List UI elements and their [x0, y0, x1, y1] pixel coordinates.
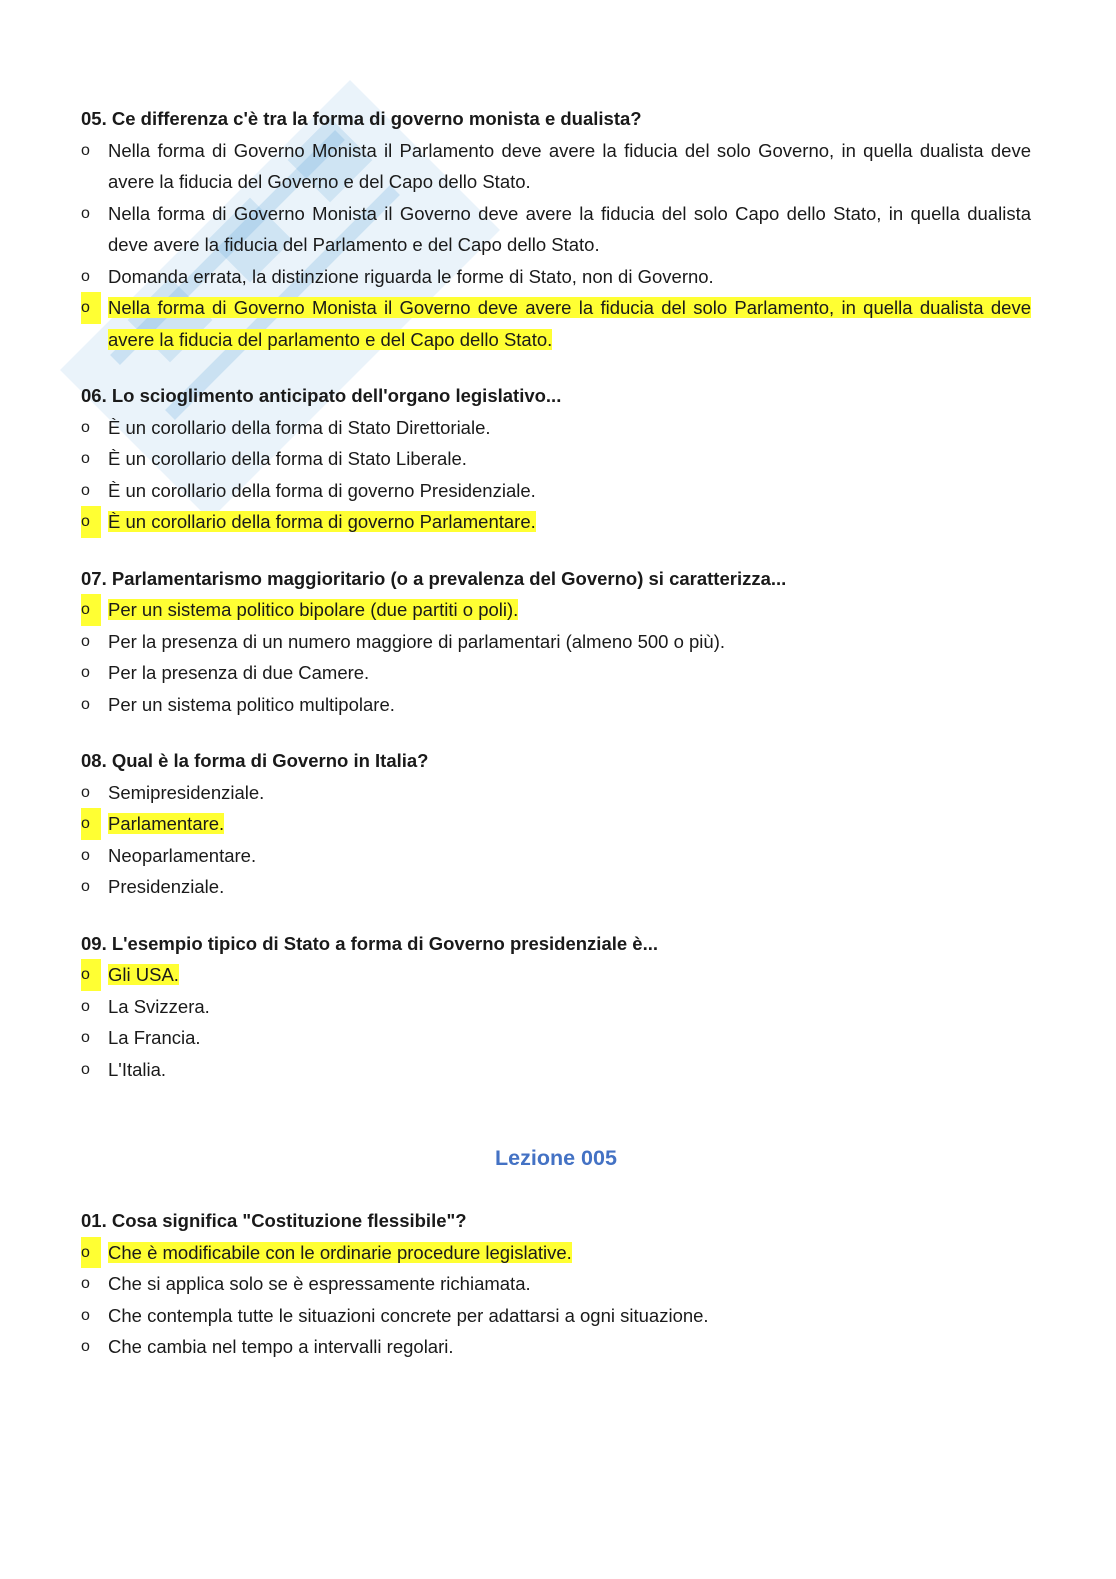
answer-text: Presidenziale. [108, 876, 225, 897]
answer-text: Neoparlamentare. [108, 844, 257, 866]
answer-text: L'Italia. [108, 1058, 167, 1080]
answer-option-correct [81, 959, 1031, 991]
circle-bullet-icon: o [81, 1338, 90, 1355]
answer-text: La Francia. [108, 1027, 201, 1048]
circle-bullet-icon: o [81, 1060, 90, 1078]
answer-text: Che cambia nel tempo a intervalli regolari. [108, 1336, 454, 1357]
answer-text: Nella forma di Governo Monista il Parlamento deve avere la fiducia del solo Governo, in quella dualista deve avere la fiducia del Governo e del Capo dello Stato. [108, 139, 1031, 192]
answer-option-correct [81, 1237, 1031, 1269]
circle-bullet-icon: o [81, 418, 90, 436]
quiz-question [81, 745, 1031, 903]
circle-bullet-icon: o [81, 695, 90, 713]
answer-option [81, 198, 1031, 261]
circle-bullet-icon: o [81, 1029, 90, 1046]
answer-option-correct [81, 808, 1031, 840]
answer-text: Che è modificabile con le ordinarie procedure legislative. [108, 1241, 572, 1263]
answer-options [81, 594, 1031, 720]
answer-options [81, 777, 1031, 903]
answer-option [81, 135, 1031, 198]
answer-options [81, 412, 1031, 538]
answer-option [81, 261, 1031, 293]
answer-option [81, 991, 1031, 1023]
circle-bullet-icon: o [81, 481, 90, 499]
answer-text: Per un sistema politico bipolare (due partiti o poli). [108, 599, 519, 620]
answer-text: La Svizzera. [108, 995, 210, 1017]
question-title: 05. Ce differenza c'è tra la forma di governo monista e dualista? [81, 108, 642, 129]
circle-bullet-icon: o [81, 808, 101, 840]
answer-option [81, 626, 1031, 658]
circle-bullet-icon: o [81, 594, 101, 626]
question-group-1 [81, 103, 1031, 1085]
answer-options [81, 1237, 1031, 1363]
answer-option [81, 1331, 1031, 1363]
answer-option-correct [81, 506, 1031, 538]
answer-option-correct [81, 292, 1031, 355]
circle-bullet-icon: o [81, 450, 90, 467]
question-title: 06. Lo scioglimento anticipato dell'organo legislativo... [81, 385, 562, 406]
circle-bullet-icon: o [81, 506, 101, 538]
answer-option [81, 1300, 1031, 1332]
answer-text: È un corollario della forma di Stato Direttoriale. [108, 416, 491, 438]
circle-bullet-icon: o [81, 141, 90, 159]
circle-bullet-icon: o [81, 632, 90, 650]
answer-text: Parlamentare. [108, 813, 225, 834]
answer-text: Per la presenza di un numero maggiore di parlamentari (almeno 500 o più). [108, 630, 726, 652]
circle-bullet-icon: o [81, 1275, 90, 1292]
answer-options [81, 959, 1031, 1085]
answer-text: Per la presenza di due Camere. [108, 662, 370, 683]
document-body [81, 103, 1031, 1388]
answer-option [81, 689, 1031, 721]
circle-bullet-icon: o [81, 1237, 101, 1269]
answer-options [81, 135, 1031, 356]
circle-bullet-icon: o [81, 267, 90, 285]
answer-text: Nella forma di Governo Monista il Governo deve avere la fiducia del solo Parlamento, in quella dualista deve avere la fiducia del parlamento e del Capo dello Stato. [108, 297, 1031, 350]
circle-bullet-icon: o [81, 664, 90, 681]
quiz-question [81, 380, 1031, 538]
answer-text: Gli USA. [108, 964, 179, 985]
answer-option [81, 657, 1031, 689]
answer-text: È un corollario della forma di governo Parlamentare. [108, 511, 536, 532]
circle-bullet-icon: o [81, 997, 90, 1015]
answer-option [81, 840, 1031, 872]
answer-text: È un corollario della forma di governo Presidenziale. [108, 479, 536, 501]
answer-text: Che contempla tutte le situazioni concrete per adattarsi a ogni situazione. [108, 1304, 709, 1326]
circle-bullet-icon: o [81, 204, 90, 222]
circle-bullet-icon: o [81, 1306, 90, 1324]
circle-bullet-icon: o [81, 878, 90, 895]
answer-text: È un corollario della forma di Stato Liberale. [108, 448, 467, 469]
answer-option [81, 1022, 1031, 1054]
question-title: 07. Parlamentarismo maggioritario (o a prevalenza del Governo) si caratterizza... [81, 567, 787, 589]
answer-text: Nella forma di Governo Monista il Governo deve avere la fiducia del solo Capo dello Stato, in quella dualista deve avere la fiducia del Parlamento e del Capo dello Stato. [108, 202, 1031, 255]
answer-text: Semipresidenziale. [108, 781, 265, 803]
lesson-heading: Lezione 005 [495, 1146, 617, 1170]
quiz-question [81, 928, 1031, 1086]
quiz-question [81, 563, 1031, 721]
answer-option [81, 443, 1031, 475]
answer-option-correct [81, 594, 1031, 626]
answer-option [81, 1268, 1031, 1300]
quiz-question [81, 103, 1031, 355]
circle-bullet-icon: o [81, 846, 90, 864]
question-title: 09. L'esempio tipico di Stato a forma di Governo presidenziale è... [81, 932, 659, 954]
answer-option [81, 871, 1031, 903]
answer-text: Che si applica solo se è espressamente richiamata. [108, 1273, 531, 1294]
question-title: 01. Cosa significa "Costituzione flessibile"? [81, 1210, 467, 1231]
circle-bullet-icon: o [81, 783, 90, 801]
answer-option [81, 1054, 1031, 1086]
answer-text: Domanda errata, la distinzione riguarda le forme di Stato, non di Governo. [108, 265, 714, 287]
answer-option [81, 777, 1031, 809]
question-title: 08. Qual è la forma di Governo in Italia? [81, 750, 429, 771]
answer-option [81, 475, 1031, 507]
circle-bullet-icon: o [81, 959, 101, 991]
quiz-question [81, 1205, 1031, 1363]
answer-option [81, 412, 1031, 444]
question-group-2 [81, 1205, 1031, 1363]
answer-text: Per un sistema politico multipolare. [108, 693, 395, 715]
circle-bullet-icon: o [81, 292, 101, 324]
